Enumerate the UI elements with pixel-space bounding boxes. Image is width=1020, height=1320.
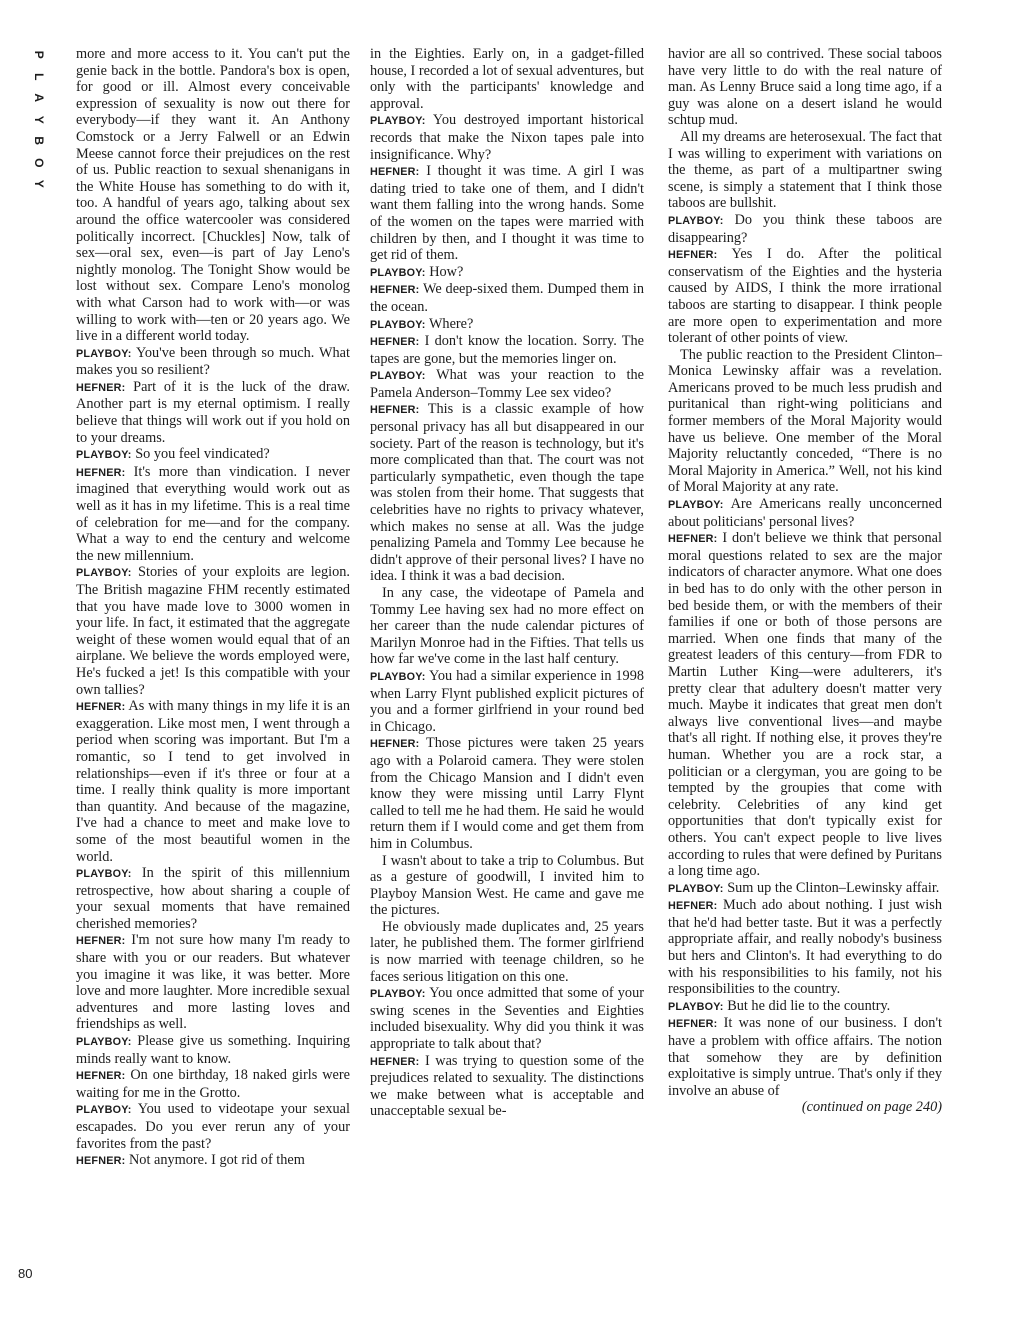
- paragraph: [76, 1101, 350, 1152]
- side-letter: Y: [31, 179, 46, 188]
- speaker-label: HEFNER:: [668, 1018, 718, 1031]
- paragraph-text: Not anymore. I got rid of them: [128, 1152, 305, 1169]
- paragraph: [370, 46, 644, 112]
- speaker-label: PLAYBOY:: [668, 882, 724, 895]
- speaker-label: PLAYBOY:: [76, 449, 132, 462]
- paragraph: [76, 698, 350, 865]
- paragraph-text: I wasn't about to take a trip to Columbus. But as a gesture of goodwill, I invited him to Playboy Mansion West. He came and gave me the pictures.: [370, 852, 644, 919]
- paragraph-text: How?: [429, 263, 464, 280]
- paragraph-text: Sum up the Clinton–Lewinsky affair.: [727, 879, 940, 896]
- paragraph-text: I'm not sure how many I'm ready to share with you or our readers. But whatever you imagine it was like, it was better. More love and more laughter. More incredible sexual adventures and more lasting loves and friendships as well.: [76, 932, 350, 1033]
- side-letter: Y: [31, 115, 46, 124]
- paragraph: [668, 880, 942, 898]
- paragraph-text: What was your reaction to the Pamela Anderson–Tommy Lee sex video?: [370, 367, 644, 401]
- magazine-side-label: [30, 44, 46, 195]
- paragraph-text: Part of it is the luck of the draw. Another part is my eternal optimism. I really believe that things will work out if you hold on to your dreams.: [76, 378, 351, 446]
- speaker-label: HEFNER:: [668, 533, 718, 546]
- speaker-label: HEFNER:: [370, 336, 420, 349]
- paragraph-text: Where?: [428, 315, 474, 332]
- paragraph: [76, 1033, 350, 1067]
- paragraph: [370, 585, 644, 668]
- speaker-label: HEFNER:: [370, 404, 420, 417]
- paragraph: [668, 530, 942, 879]
- paragraph: [76, 446, 350, 464]
- paragraph-text: Please give us something. Inquiring minds really want to know.: [76, 1033, 350, 1067]
- speaker-label: PLAYBOY:: [370, 370, 426, 383]
- paragraph: [370, 919, 644, 985]
- speaker-label: HEFNER:: [76, 1155, 126, 1168]
- speaker-label: PLAYBOY:: [668, 499, 724, 512]
- speaker-label: HEFNER:: [668, 900, 718, 913]
- speaker-label: HEFNER:: [370, 166, 420, 179]
- speaker-label: HEFNER:: [370, 1055, 420, 1068]
- paragraph: [76, 46, 350, 345]
- paragraph-text: It was none of our business. I don't have a problem with office affairs. The notion that somehow they are by definition exploitative is simply untrue. That's only if they involve an abuse of: [668, 1015, 942, 1099]
- side-letter: A: [31, 93, 46, 103]
- paragraph: [370, 668, 644, 735]
- paragraph-text: We deep-sixed them. Dumped them in the ocean.: [370, 281, 644, 315]
- speaker-label: PLAYBOY:: [370, 670, 426, 683]
- paragraph: [76, 932, 350, 1033]
- paragraph: [668, 246, 942, 347]
- paragraph: [370, 333, 644, 367]
- paragraph-text: As with many things in my life it is an exaggeration. Like most men, I went through a period when scoring was important. But I'm a romantic, so I tend to get involved in relationships—even if it's three or four at a time. I really think quality is more important than quantity. And because of the magazine, I've had a chance to meet and make love to some of the most beautiful women in the world.: [76, 698, 350, 865]
- paragraph: [370, 1053, 644, 1120]
- speaker-label: PLAYBOY:: [370, 318, 426, 331]
- speaker-label: HEFNER:: [76, 1070, 126, 1083]
- paragraph: [370, 163, 644, 264]
- speaker-label: PLAYBOY:: [76, 1036, 132, 1049]
- paragraph-text: All my dreams are heterosexual. The fact that I was willing to experiment with variations on the theme, as part of a multipartner swing scene, is simply a statement that I think those taboos are bullshit.: [668, 128, 942, 212]
- speaker-label: PLAYBOY:: [370, 115, 426, 128]
- paragraph-text: You once admitted that some of your swing scenes in the Seventies and Eighties included bisexuality. Why did you think it was appropriate to talk about that?: [370, 985, 644, 1053]
- side-letter: B: [31, 136, 46, 146]
- paragraph: [370, 735, 644, 852]
- paragraph-text: Much ado about nothing. I just wish that he'd had better taste. But it was a perfectly appropriate affair, and really nobody's business but hers and Clinton's. It had everything to do with his responsibilities to his family, not his responsibilities to the country.: [668, 897, 942, 998]
- paragraph: [668, 1015, 942, 1099]
- speaker-label: HEFNER:: [370, 738, 420, 751]
- side-letter: O: [31, 157, 46, 167]
- paragraph: [76, 865, 350, 932]
- paragraph-text: I don't know the location. Sorry. The tapes are gone, but the memories linger on.: [370, 333, 644, 367]
- paragraph-text: in the Eighties. Early on, in a gadget-filled house, I recorded a lot of sexual adventures, but only with the participants' knowledge and approval.: [370, 46, 644, 112]
- speaker-label: PLAYBOY:: [76, 1104, 132, 1117]
- speaker-label: HEFNER:: [76, 935, 126, 948]
- paragraph: [370, 985, 644, 1052]
- paragraph: [668, 129, 942, 212]
- paragraph: [76, 345, 350, 379]
- paragraph-text: Those pictures were taken 25 years ago with a Polaroid camera. They were stolen from the Chicago Mansion and I didn't even know they were missing until Larry Flynt called to tell me he had them. He said he would return them if I would come and get them from him in Columbus.: [370, 735, 644, 852]
- paragraph-text: In any case, the videotape of Pamela and Tommy Lee having sex had no more effect on her career than the nude calendar pictures of Marilyn Monroe had in the Fifties. That tells us how far we've come in the last half century.: [370, 585, 644, 668]
- paragraph-text: On one birthday, 18 naked girls were waiting for me in the Grotto.: [76, 1067, 351, 1101]
- speaker-label: HEFNER:: [370, 284, 420, 297]
- paragraph: [370, 367, 644, 401]
- speaker-label: HEFNER:: [76, 381, 126, 394]
- paragraph: [668, 998, 942, 1016]
- paragraph: [76, 464, 350, 565]
- paragraph-text: Yes I do. After the political conservatism of the Eighties and the hysteria caused by AIDS, I think the more irrational taboos are starting to disappear. I think people are more open to experimentation and more tolerant of other points of view.: [668, 246, 942, 347]
- text-column-2: [370, 46, 644, 1120]
- paragraph: [370, 264, 644, 282]
- speaker-label: PLAYBOY:: [76, 868, 132, 881]
- paragraph: [76, 379, 350, 446]
- paragraph-text: You had a similar experience in 1998 when Larry Flynt published explicit pictures of you and a former girlfriend in your round bed in Chicago.: [370, 667, 645, 735]
- side-letter: P: [31, 50, 46, 59]
- paragraph-text: You've been through so much. What makes you so resilient?: [76, 344, 350, 379]
- paragraph-text: I don't believe we think that personal moral questions related to sex are the major indicators of character anymore. What one does in bed has to do only with the other person in bed beside them, or with the members of their families if one or both of those persons are married. When one finds that many of the greatest leaders of this century—from FDR to Martin Luther King—were adulterers, it's pretty clear that adultery doesn't matter very much. Maybe it indicates that great men don't always live conventional lives—and maybe that's all right. If nothing else, it proves they're human. Whether you are a rock star, a politician or a clergyman, you are going to be tempted by the groupies that come with celebrity. Celebrities of any kind get opportunities that don't typically exist for others. You can't expect people to live lives according to rules that were defined by Puritans a long time ago.: [668, 530, 942, 880]
- paragraph-text: But he did lie to the country.: [727, 997, 891, 1014]
- text-column-1: [76, 46, 350, 1170]
- paragraph: [76, 1067, 350, 1101]
- paragraph-text: The public reaction to the President Clinton–Monica Lewinsky affair was a revelation. Americans proved to be much less prudish and puritanical than right-wing politicians and former members of the Moral Majority would have us believe. One member of the Moral Majority reluctantly conceded, “There is no Moral Majority in America.” Well, not his kind of Moral Majority at any rate.: [668, 346, 942, 496]
- paragraph-text: Stories of your exploits are legion. The British magazine FHM recently estimated that you have made love to 3000 women in your life. In fact, it estimated that the aggregate weight of these women would equal that of an airplane. We believe the words employed were, He's fucked a jet! Is this compatible with your own tallies?: [76, 564, 350, 698]
- paragraph: [370, 316, 644, 334]
- paragraph-text: havior are all so contrived. These social taboos have very little to do with the real nature of man. As Lenny Bruce said a long time ago, if a guy was alone on a desert island he would schtup mud.: [668, 46, 942, 129]
- paragraph-text: I thought it was time. A girl I was dating tried to take one of them, and I didn't want them falling into the wrong hands. Some of the women on the tapes were married with children by then, and I thought it was time to get rid of them.: [370, 163, 644, 264]
- speaker-label: HEFNER:: [76, 466, 126, 479]
- continued-note: (continued on page 240): [801, 1099, 942, 1116]
- paragraph-text: more and more access to it. You can't put the genie back in the bottle. Pandora's box is open, for good or ill. Almost every conceivable expression of sexuality is now out there for everybody—if they want it. An Anthony Comstock or a Jerry Falwell or an Edwin Meese cannot force their prejudices on the rest of us. Public reaction to sexual shenanigans in the White House has something to do with it, too. A handful of years ago, talking about sex around the office watercooler was considered politically incorrect. [Chuckles] Now, talk of sex—oral sex, even—is part of Jay Leno's nightly monolog. The Tonight Show would be lost without sex. Compare Leno's monolog with what Carson had to work with—or was willing to work with—ten or 20 years ago. We live in a different world today.: [76, 46, 350, 345]
- paragraph: [668, 496, 942, 530]
- speaker-label: PLAYBOY:: [668, 1000, 724, 1013]
- speaker-label: PLAYBOY:: [370, 266, 426, 279]
- paragraph: [76, 1152, 350, 1170]
- paragraph: [668, 897, 942, 998]
- paragraph-text: You destroyed important historical records that make the Nixon tapes pale into insignificance. Why?: [370, 112, 644, 163]
- speaker-label: PLAYBOY:: [668, 214, 724, 227]
- paragraph-text: I was trying to question some of the prejudices related to sexuality. The distinctions we make between what is acceptable and unacceptable sexual be-: [370, 1052, 644, 1120]
- text-column-3: [668, 46, 942, 1116]
- paragraph: [668, 46, 942, 129]
- paragraph: [668, 212, 942, 246]
- speaker-label: HEFNER:: [76, 701, 126, 714]
- paragraph-text: Are Americans really unconcerned about politicians' personal lives?: [668, 496, 942, 530]
- speaker-label: PLAYBOY:: [370, 988, 426, 1001]
- speaker-label: HEFNER:: [668, 249, 718, 262]
- speaker-label: PLAYBOY:: [76, 347, 132, 360]
- paragraph: [370, 112, 644, 163]
- paragraph-text: It's more than vindication. I never imagined that everything would work out as well as it has in my lifetime. This is a real time of celebration for me—and for the company. What a way to end the century and welcome the new millennium.: [76, 463, 351, 564]
- paragraph: [370, 281, 644, 315]
- paragraph: [76, 564, 350, 698]
- paragraph-text: In the spirit of this millennium retrospective, how about sharing a couple of your sexual moments that have remained cherished memories?: [76, 865, 351, 932]
- paragraph: [370, 853, 644, 919]
- paragraph: [668, 347, 942, 496]
- paragraph-text: Do you think these taboos are disappearing?: [668, 211, 943, 246]
- paragraph-text: This is a classic example of how personal privacy has all but disappeared in our society. Part of the reason is technology, but it's more complicated than that. The court was not particularly sympathetic, even though the tape was stolen from their home. That suggests that celebrities have no rights to privacy whatever, which makes no sense at all. Was the judge penalizing Pamela and Tommy Lee because he didn't approve of their personal lives? I have no idea. I think it was a bad decision.: [370, 401, 644, 585]
- paragraph-text: He obviously made duplicates and, 25 years later, he published them. The former girlfriend is now married with teenage children, so he faces serious litigation on this one.: [370, 918, 644, 985]
- paragraph-text: So you feel vindicated?: [135, 446, 270, 463]
- page-number: 80: [18, 1266, 33, 1281]
- side-letter: L: [31, 72, 46, 80]
- paragraph-text: You used to videotape your sexual escapades. Do you ever rerun any of your favorites from the past?: [76, 1101, 350, 1152]
- speaker-label: PLAYBOY:: [76, 567, 132, 580]
- paragraph: [370, 401, 644, 585]
